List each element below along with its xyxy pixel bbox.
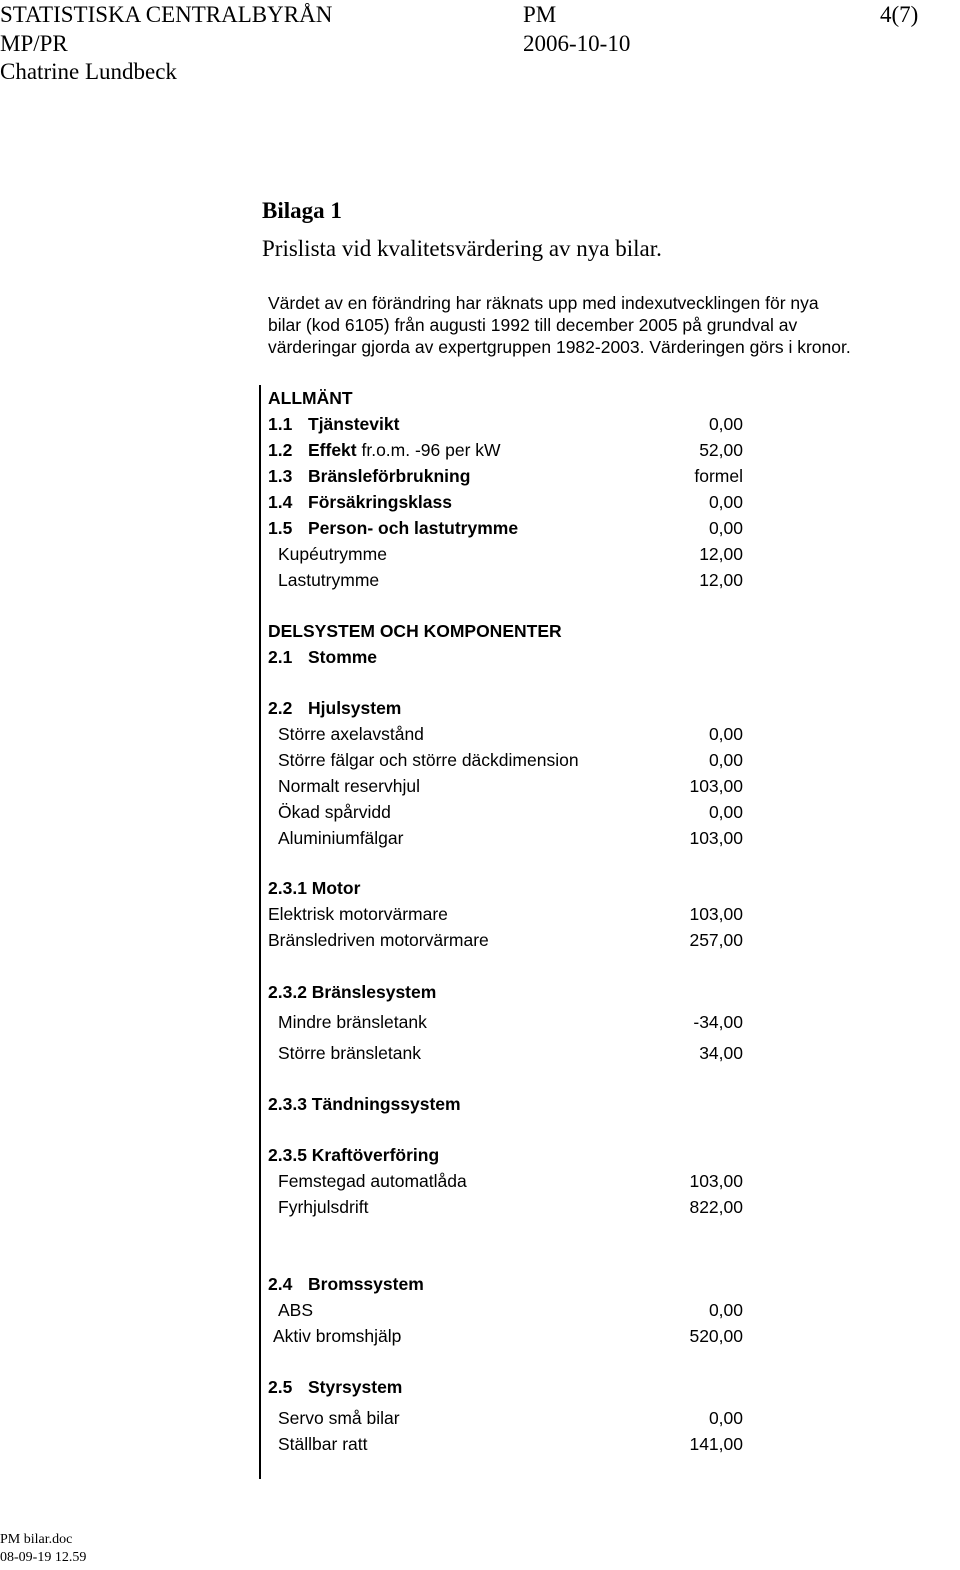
item-label: Hjulsystem: [308, 698, 402, 718]
item-label: Servo små bilar: [278, 1408, 400, 1428]
item-value: 257,00: [689, 930, 743, 950]
item-label: Aluminiumfälgar: [278, 828, 404, 848]
item-value: 12,00: [699, 544, 743, 564]
item-number: 1.4: [268, 492, 293, 512]
item-label: Aktiv bromshjälp: [273, 1326, 402, 1346]
item-label: Fyrhjulsdrift: [278, 1197, 369, 1217]
item-label: Lastutrymme: [278, 570, 380, 590]
item-label: Normalt reservhjul: [278, 776, 420, 796]
item-value: 12,00: [699, 570, 743, 590]
item-value: 103,00: [689, 776, 743, 796]
item-label: Bränsledriven motorvärmare: [268, 930, 489, 950]
item-value: 52,00: [699, 440, 743, 460]
item-label: Stomme: [308, 647, 378, 667]
item-value: 0,00: [708, 1300, 743, 1320]
item-value: 822,00: [689, 1197, 743, 1217]
item-number: 2.4: [268, 1274, 293, 1294]
subsection-heading: 2.3.2 Bränslesystem: [268, 982, 437, 1002]
section-heading: DELSYSTEM OCH KOMPONENTER: [268, 621, 562, 641]
item-value: 0,00: [708, 414, 743, 434]
item-number: 1.5: [268, 518, 293, 538]
item-number: 2.2: [268, 698, 293, 718]
item-number: 2.5: [268, 1377, 293, 1397]
item-value: formel: [694, 466, 743, 486]
item-number: 1.3: [268, 466, 293, 486]
item-label: Större bränsletank: [278, 1043, 421, 1063]
margin-rule: [259, 385, 261, 1479]
item-number: 2.1: [268, 647, 293, 667]
org-name: STATISTISKA CENTRALBYRÅN: [0, 2, 333, 27]
item-label: Försäkringsklass: [308, 492, 452, 512]
item-label: Femstegad automatlåda: [278, 1171, 467, 1191]
item-value: 0,00: [708, 1408, 743, 1428]
item-value: 103,00: [689, 1171, 743, 1191]
item-value: 0,00: [708, 724, 743, 744]
item-number: 1.1: [268, 414, 293, 434]
item-label-suffix: fr.o.m. -96 per kW: [356, 440, 501, 460]
item-value: 0,00: [708, 750, 743, 770]
item-label-group: [308, 439, 501, 461]
subsection-heading: 2.3.3 Tändningssystem: [268, 1094, 461, 1114]
item-label: Ställbar ratt: [278, 1434, 368, 1454]
annex-title: Bilaga 1: [262, 198, 342, 223]
subsection-heading: 2.3.5 Kraftöverföring: [268, 1145, 440, 1165]
doc-date: 2006-10-10: [523, 31, 631, 56]
item-value: 0,00: [708, 802, 743, 822]
department: MP/PR: [0, 31, 68, 56]
item-label: Effekt: [308, 440, 357, 460]
item-value: 520,00: [689, 1326, 743, 1346]
item-label: Bromssystem: [308, 1274, 424, 1294]
item-number: 1.2: [268, 440, 293, 460]
section-heading: ALLMÄNT: [268, 388, 353, 408]
intro-line: Värdet av en förändring har räknats upp med indexutvecklingen för nya: [268, 293, 819, 313]
item-label: Större fälgar och större däckdimension: [278, 750, 579, 770]
item-label: Större axelavstånd: [278, 724, 424, 744]
item-label: Elektrisk motorvärmare: [268, 904, 448, 924]
item-label: Styrsystem: [308, 1377, 403, 1397]
item-label: ABS: [278, 1300, 314, 1320]
footer-printed: 08-09-19 12.59: [0, 1550, 87, 1565]
item-label: Ökad spårvidd: [278, 802, 391, 822]
doc-type: PM: [523, 2, 557, 27]
item-label: Kupéutrymme: [278, 544, 387, 564]
item-value: 0,00: [708, 518, 743, 538]
item-value: 34,00: [699, 1043, 743, 1063]
annex-subtitle: Prislista vid kvalitetsvärdering av nya bilar.: [262, 236, 662, 261]
intro-line: värderingar gjorda av expertgruppen 1982-2003. Värderingen görs i kronor.: [268, 337, 851, 357]
footer-filename: PM bilar.doc: [0, 1532, 73, 1547]
intro-line: bilar (kod 6105) från augusti 1992 till december 2005 på grundval av: [268, 315, 798, 335]
item-label: Person- och lastutrymme: [308, 518, 519, 538]
item-value: -34,00: [693, 1012, 743, 1032]
item-value: 141,00: [689, 1434, 743, 1454]
item-label: Tjänstevikt: [308, 414, 400, 434]
item-label: Bränsleförbrukning: [308, 466, 471, 486]
item-label: Mindre bränsletank: [278, 1012, 427, 1032]
page-number: 4(7): [880, 2, 919, 27]
item-value: 103,00: [689, 828, 743, 848]
author: Chatrine Lundbeck: [0, 59, 177, 84]
subsection-heading: 2.3.1 Motor: [268, 878, 361, 898]
item-value: 0,00: [708, 492, 743, 512]
item-value: 103,00: [689, 904, 743, 924]
